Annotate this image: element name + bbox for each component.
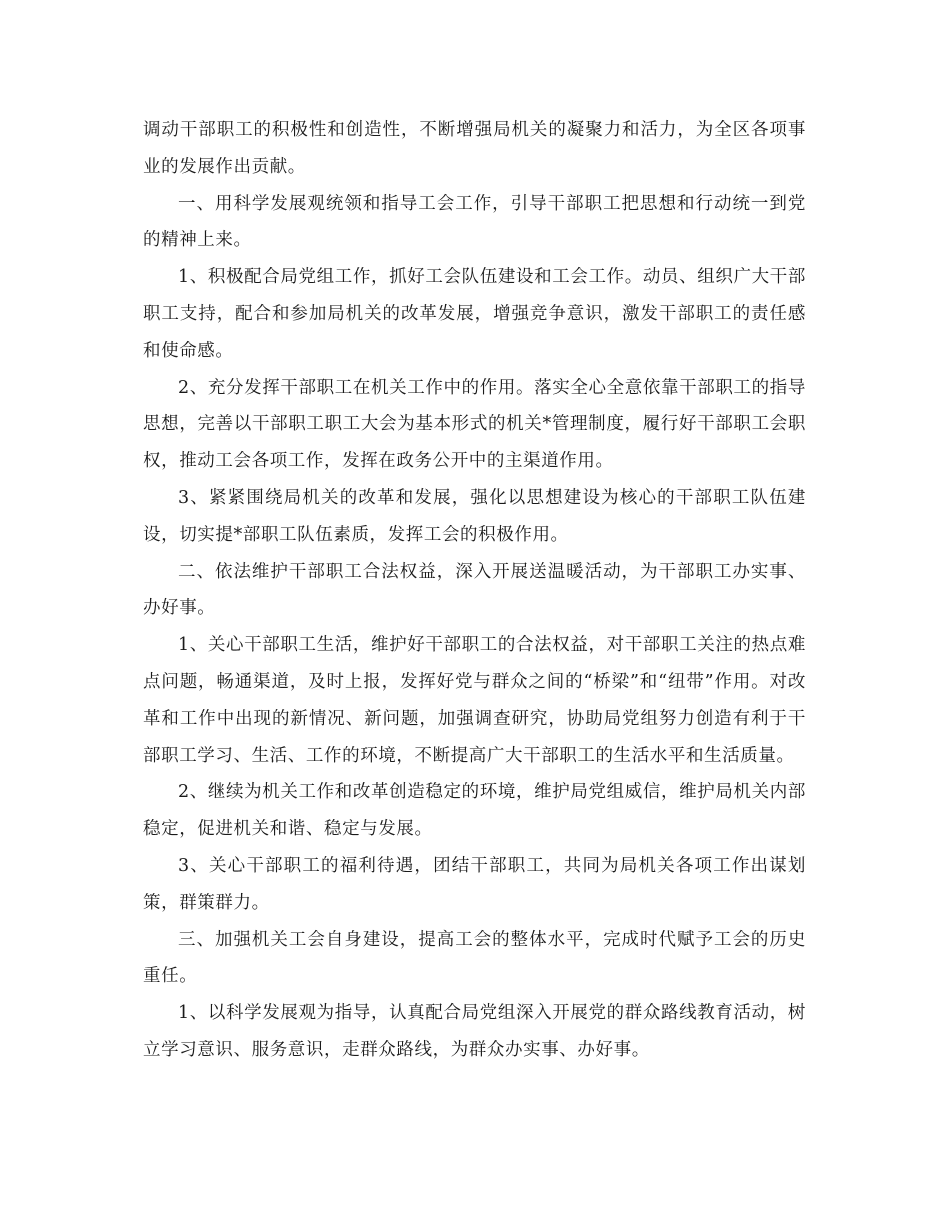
- paragraph-continuation: 调动干部职工的积极性和创造性，不断增强局机关的凝聚力和活力，为全区各项事业的发展作出贡献。: [143, 120, 806, 177]
- paragraph-2-2: 2、继续为机关工作和改革创造稳定的环境，维护局党组威信，维护局机关内部稳定，促进机关和谐、稳定与发展。: [143, 782, 806, 840]
- section-heading-2: 二、依法维护干部职工合法权益，深入开展送温暖活动，为干部职工办实事、办好事。: [143, 561, 806, 619]
- paragraph-2-1: 1、关心干部职工生活，维护好干部职工的合法权益，对干部职工关注的热点难点问题，畅通渠道，及时上报，发挥好党与群众之间的“桥梁”和“纽带”作用。对改革和工作中出现的新情况、新问题，加强调查研究，协助局党组努力创造有利于干部职工学习、生活、工作的环境，不断提高广大干部职工的生活水平和生活质量。: [143, 635, 806, 766]
- section-heading-3: 三、加强机关工会自身建设，提高工会的整体水平，完成时代赋予工会的历史重任。: [143, 929, 806, 987]
- section-heading-1: 一、用科学发展观统领和指导工会工作，引导干部职工把思想和行动统一到党的精神上来。: [143, 193, 806, 251]
- paragraph-2-3: 3、关心干部职工的福利待遇，团结干部职工，共同为局机关各项工作出谋划策，群策群力。: [143, 855, 806, 913]
- document-page: [143, 112, 806, 1069]
- paragraph-1-1: 1、积极配合局党组工作，抓好工会队伍建设和工会工作。动员、组织广大干部职工支持，配合和参加局机关的改革发展，增强竞争意识，激发干部职工的责任感和使命感。: [143, 267, 806, 361]
- paragraph-1-3: 3、紧紧围绕局机关的改革和发展，强化以思想建设为核心的干部职工队伍建设，切实提*部职工队伍素质，发挥工会的积极作用。: [143, 487, 806, 545]
- paragraph-3-1: 1、以科学发展观为指导，认真配合局党组深入开展党的群众路线教育活动，树立学习意识、服务意识，走群众路线，为群众办实事、办好事。: [143, 1003, 806, 1060]
- paragraph-1-2: 2、充分发挥干部职工在机关工作中的作用。落实全心全意依靠干部职工的指导思想，完善以干部职工职工大会为基本形式的机关*管理制度，履行好干部职工会职权，推动工会各项工作，发挥在政务公开中的主渠道作用。: [143, 377, 806, 472]
